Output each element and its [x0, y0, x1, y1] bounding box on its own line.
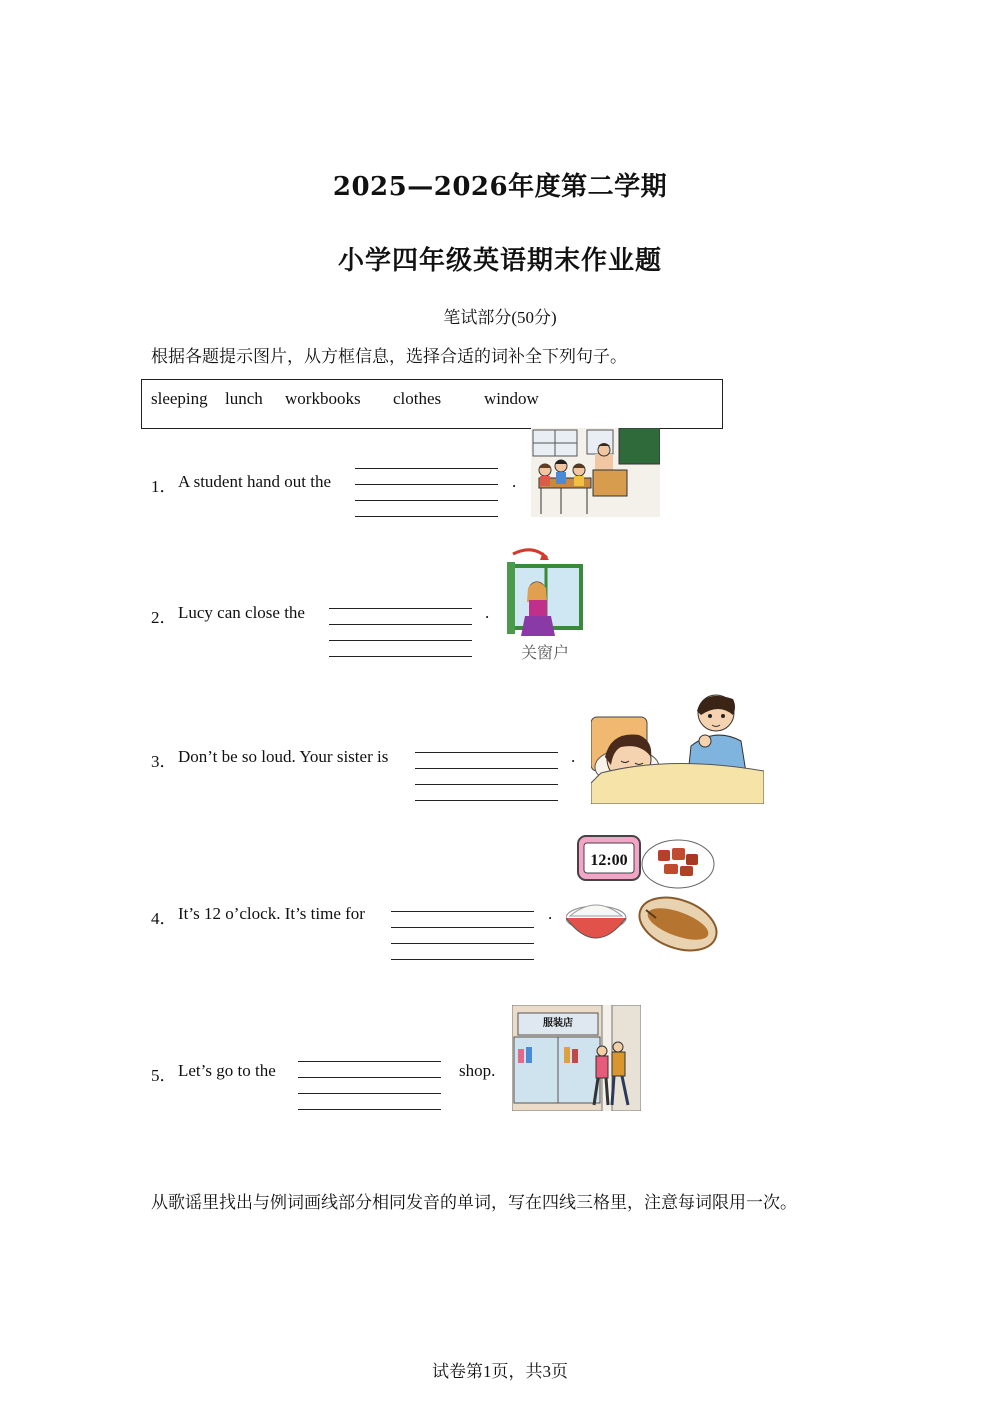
question-number: 5．	[151, 1066, 177, 1085]
four-line-writing-area[interactable]	[391, 911, 534, 961]
question-number: 1．	[151, 477, 177, 496]
part2-instruction: 从歌谣里找出与例词画线部分相同发音的单词，写在四线三格里，注意每词限用一次。	[151, 1193, 797, 1213]
classroom-picture	[531, 428, 660, 517]
question-end: .	[485, 603, 490, 622]
question-number: 3．	[151, 752, 177, 771]
question-end: .	[571, 747, 576, 766]
section-subtitle: 笔试部分(50分)	[443, 308, 557, 327]
word-bank-item: window	[484, 389, 539, 408]
four-line-writing-area[interactable]	[355, 468, 498, 518]
word-bank-item: sleeping	[151, 389, 208, 408]
question-end: shop.	[459, 1061, 496, 1080]
close-window-picture	[505, 546, 585, 640]
question-text: It’s 12 o’clock. It’s time for	[178, 904, 365, 923]
question-text: Don’t be so loud. Your sister is	[178, 747, 389, 766]
sleeping-girl-picture	[591, 691, 764, 804]
four-line-writing-area[interactable]	[329, 608, 472, 658]
question-text: Let’s go to the	[178, 1061, 276, 1080]
lunch-picture	[566, 834, 721, 956]
four-line-writing-area[interactable]	[415, 752, 558, 802]
question-end: .	[548, 904, 553, 923]
part1-instruction: 根据各题提示图片，从方框信息，选择合适的词补全下列句子。	[151, 347, 627, 367]
title-line-1: 2025—2026年度第二学期	[332, 172, 668, 202]
word-bank-item: workbooks	[285, 389, 361, 408]
four-line-writing-area[interactable]	[298, 1061, 441, 1111]
title-line-2: 小学四年级英语期末作业题	[337, 246, 662, 276]
clock-time: 12:00	[590, 852, 628, 869]
word-bank-item: clothes	[393, 389, 442, 408]
question-text: Lucy can close the	[178, 603, 305, 622]
clothes-shop-picture	[512, 1005, 641, 1111]
word-bank-item: lunch	[225, 389, 263, 408]
question-text: A student hand out the	[178, 472, 331, 491]
question-number: 2．	[151, 608, 177, 627]
page-footer: 试卷第1页，共3页	[432, 1362, 568, 1381]
picture-caption: 关窗户	[521, 643, 570, 662]
question-end: .	[512, 472, 517, 491]
shop-sign: 服装店	[543, 1018, 573, 1029]
question-number: 4．	[151, 909, 177, 928]
